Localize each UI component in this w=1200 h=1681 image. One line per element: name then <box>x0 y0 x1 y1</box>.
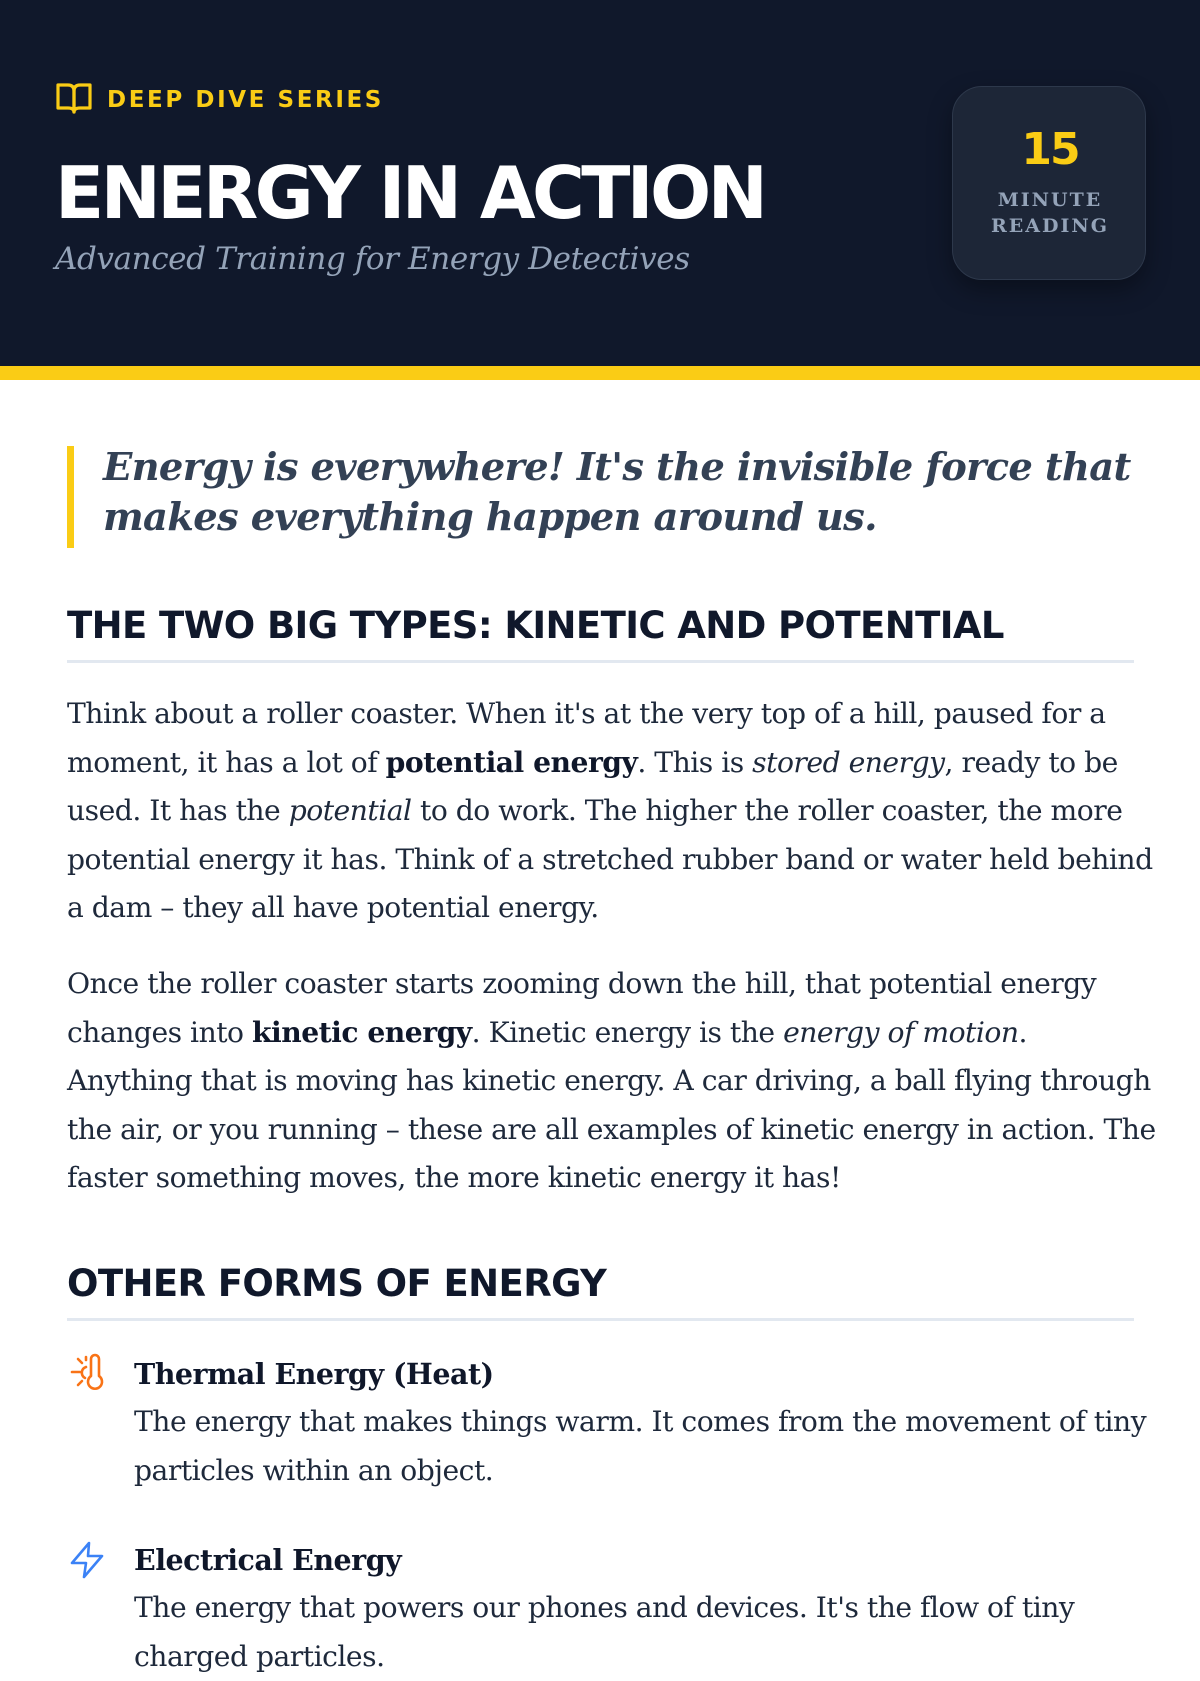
open-book-icon <box>55 81 93 119</box>
section-divider <box>67 660 1134 663</box>
term-kinetic-energy: kinetic energy <box>251 1015 472 1049</box>
intro-quote <box>67 446 1147 548</box>
page-subtitle: Advanced Training for Energy Detectives <box>55 241 690 277</box>
header-accent-bar <box>0 366 1200 380</box>
series-label: DEEP DIVE SERIES <box>107 87 384 113</box>
reading-time-label <box>953 187 1147 239</box>
term-potential-energy: potential energy <box>385 745 638 779</box>
reading-time-number: 15 <box>1021 124 1079 175</box>
energy-form-description: The energy that makes things warm. It comes from the movement of tiny particles within an object. <box>134 1405 1147 1487</box>
thermometer-sun-icon <box>67 1354 107 1394</box>
energy-form-description: The energy that powers our phones and devices. It's the flow of tiny charged particles. <box>134 1591 1075 1673</box>
section-divider <box>67 1318 1134 1321</box>
intro-quote-text: Energy is everywhere! It's the invisible force that makes everything happen around us. <box>103 445 1131 540</box>
lightning-bolt-icon <box>67 1540 107 1580</box>
section-heading-types: THE TWO BIG TYPES: KINETIC AND POTENTIAL <box>67 604 1004 647</box>
reading-time-label-line1: MINUTE <box>997 189 1103 211</box>
paragraph-kinetic-energy: Once the roller coaster starts zooming down the hill, that potential energy changes into kinetic energy. Kinetic energy is the energy of motion. Anything that is moving has kinetic energy. A car driving, a ball flying through the air, or you running – these are all examples of kinetic energy in action. The faster something moves, the more kinetic energy it has! <box>67 967 1156 1194</box>
reading-time-label-line2: READING <box>991 215 1109 237</box>
energy-form-title: Electrical Energy <box>134 1543 402 1577</box>
energy-form-title: Thermal Energy (Heat) <box>134 1357 494 1391</box>
page-title: ENERGY IN ACTION <box>55 151 765 235</box>
series-tag <box>55 83 384 117</box>
section-heading-forms: OTHER FORMS OF ENERGY <box>67 1262 607 1305</box>
paragraph-potential-energy: Think about a roller coaster. When it's at the very top of a hill, paused for a moment, it has a lot of potential energy. This is stored energy, ready to be used. It has the potential to do work. The higher the roller coaster, the more potential energy it has. Think of a stretched rubber band or water held behind a dam – they all have potential energy. <box>67 697 1153 924</box>
reading-time-badge <box>952 86 1146 280</box>
